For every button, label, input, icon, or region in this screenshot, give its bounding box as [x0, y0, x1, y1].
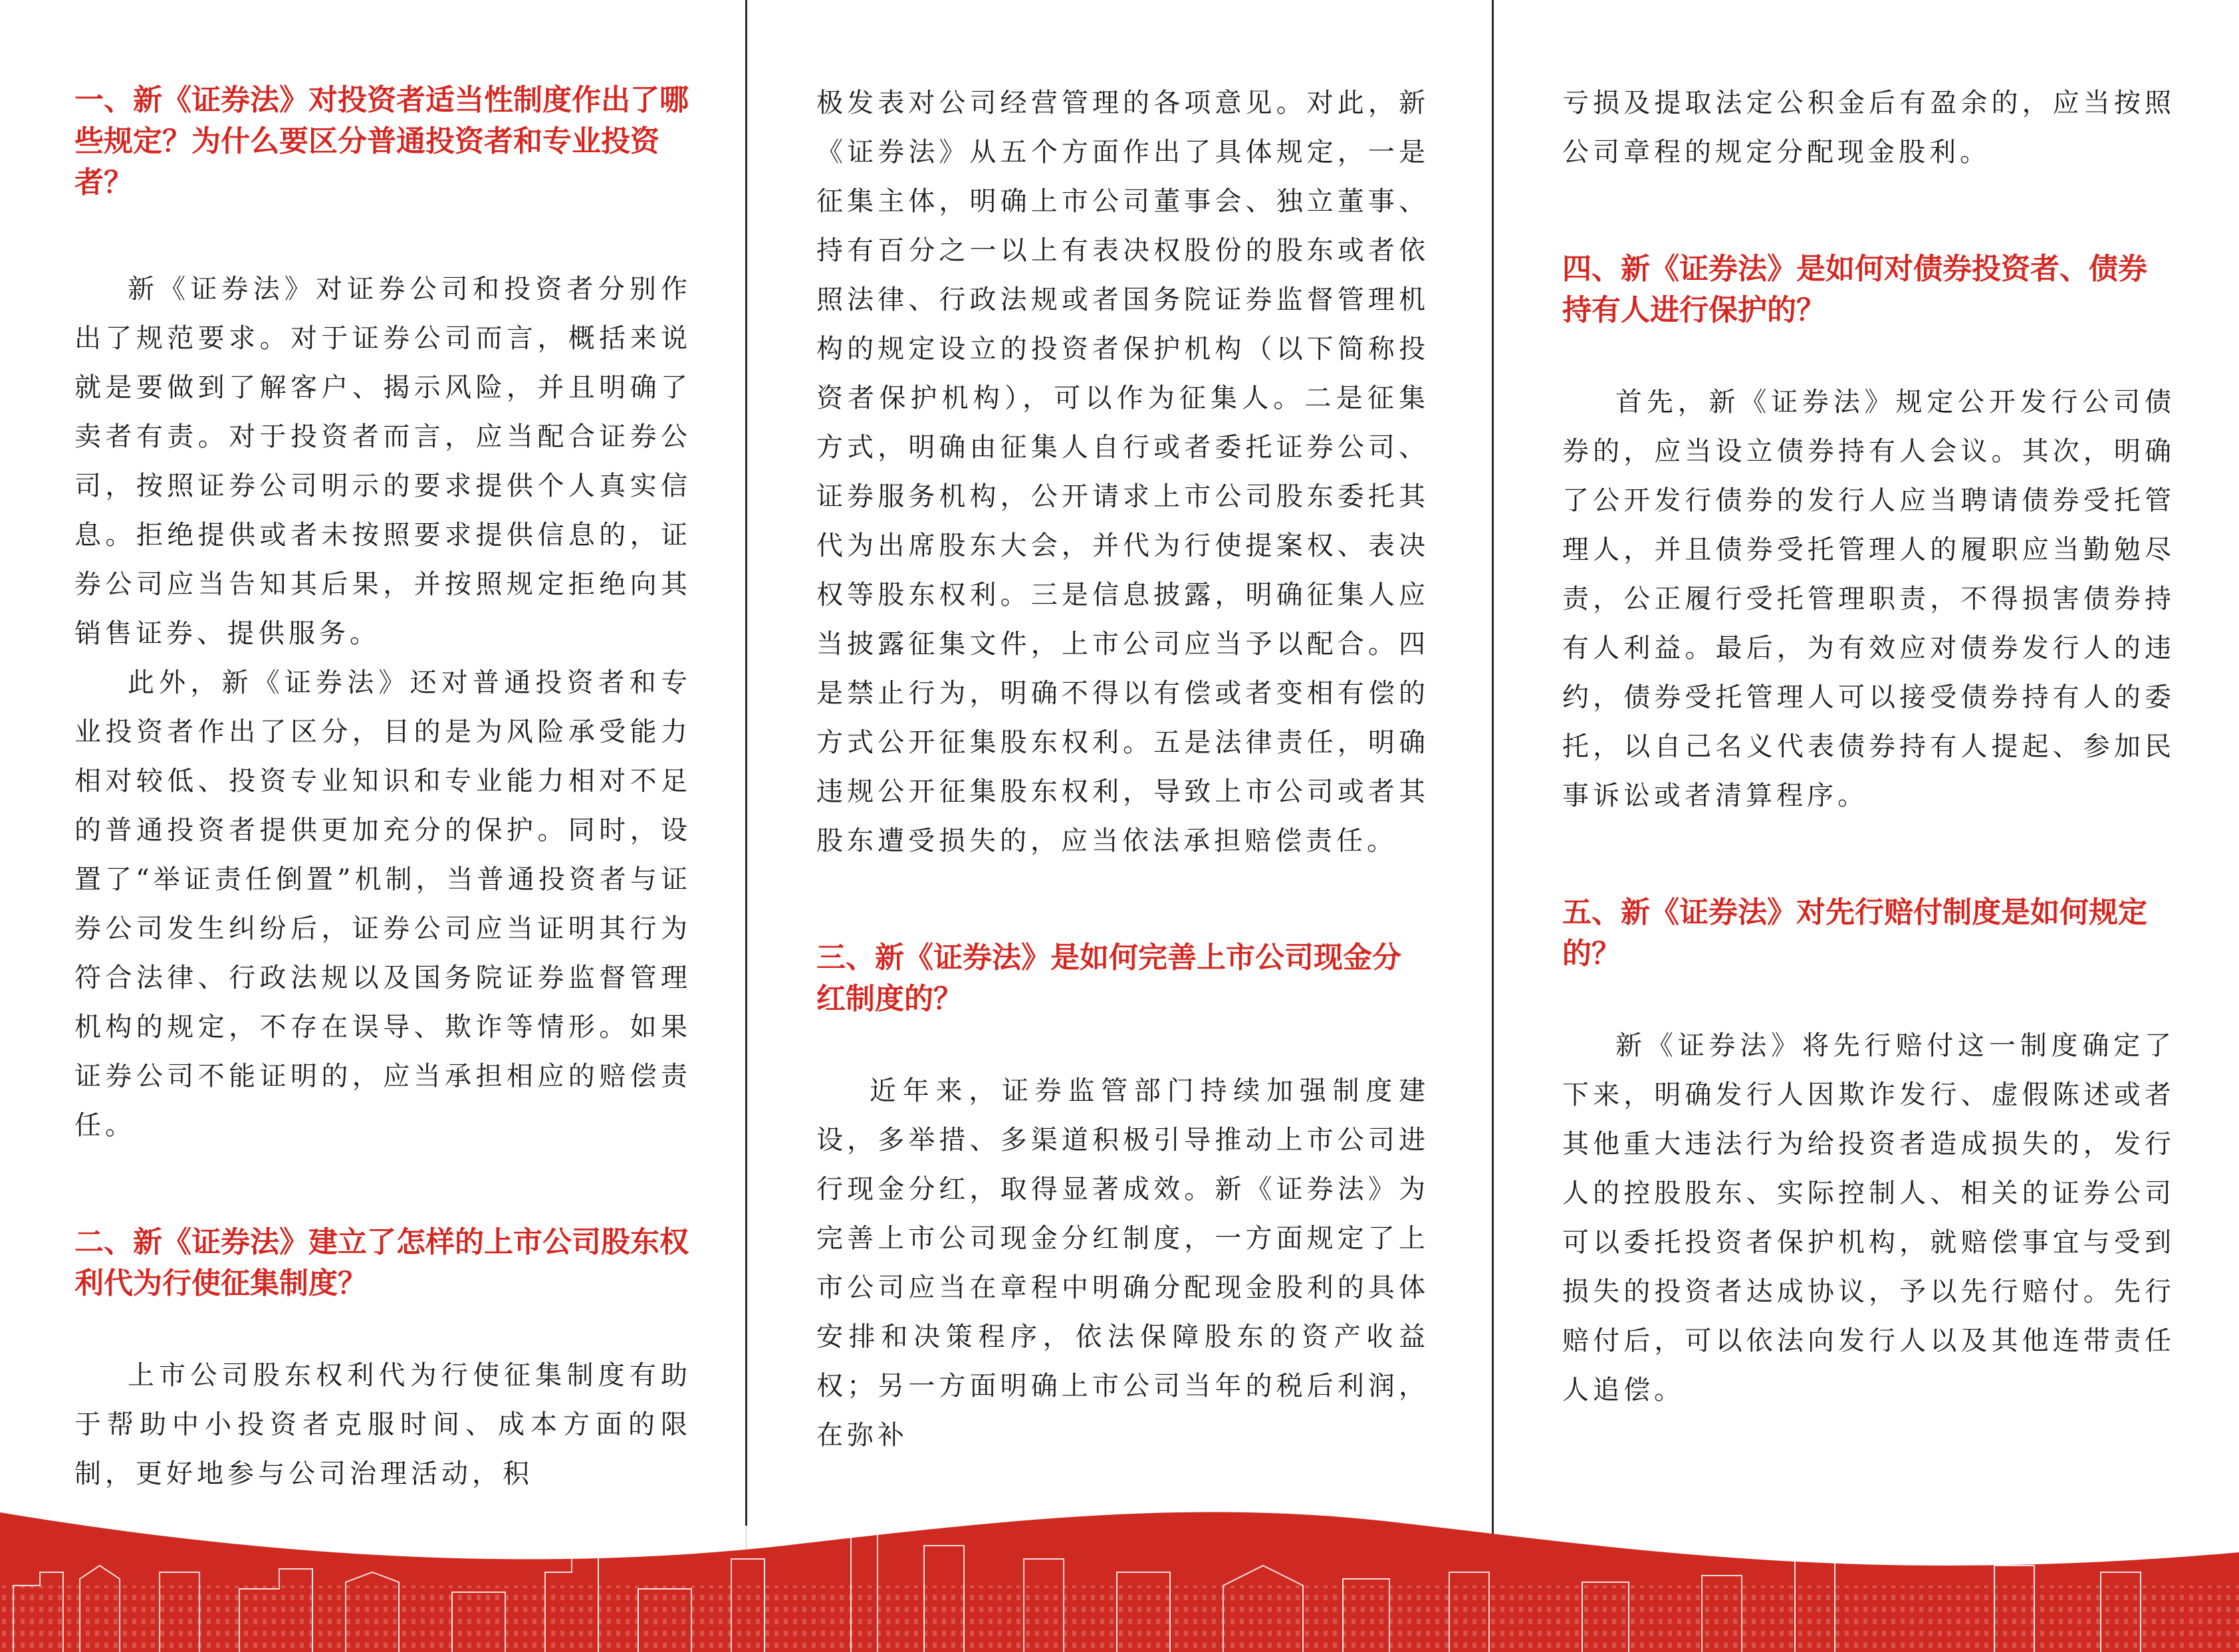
column-left: [0, 0, 747, 1652]
section-2-paragraph-continued: 极发表对公司经营管理的各项意见。对此，新《证券法》从五个方面作出了具体规定，一是征集主体，明确上市公司董事会、独立董事、持有百分之一以上有表决权股份的股东或者依照法律、行政法规或者国务院证券监督管理机构的规定设立的投资者保护机构（以下简称投资者保护机构），可以作为征集人。二是征集方式，明确由征集人自行或者委托证券公司、证券服务机构，公开请求上市公司股东委托其代为出席股东大会，并代为行使提案权、表决权等股东权利。三是信息披露，明确征集人应当披露征集文件，上市公司应当予以配合。四是禁止行为，明确不得以有偿或者变相有偿的方式公开征集股东权利。五是法律责任，明确违规公开征集股东权利，导致上市公司或者其股东遭受损失的，应当依法承担赔偿责任。: [816, 88, 1429, 856]
section-5-heading: 五、新《证券法》对先行赔付制度是如何规定的？: [1562, 895, 2147, 971]
section-4-heading: 四、新《证券法》是如何对债券投资者、债券持有人进行保护的？: [1562, 252, 2147, 327]
section-3-paragraph-start: 近年来，证券监管部门持续加强制度建设，多举措、多渠道积极引导推动上市公司进行现金分红，取得显著成效。新《证券法》为完善上市公司现金分红制度，一方面规定了上市公司应当在章程中明确分配现金股利的具体安排和决策程序，依法保障股东的资产收益权；另一方面明确上市公司当年的税后利润，在弥补: [816, 1076, 1429, 1451]
section-1-paragraph-1: 新《证券法》对证券公司和投资者分别作出了规范要求。对于证券公司而言，概括来说就是要做到了解客户、揭示风险，并且明确了卖者有责。对于投资者而言，应当配合证券公司，按照证券公司明示的要求提供个人真实信息。拒绝提供或者未按照要求提供信息的，证券公司应当告知其后果，并按照规定拒绝向其销售证券、提供服务。: [74, 274, 691, 649]
column-middle: [747, 0, 1493, 1652]
section-1-heading: 一、新《证券法》对投资者适当性制度作出了哪些规定？为什么要区分普通投资者和专业投资者？: [74, 83, 689, 199]
section-2-heading: 二、新《证券法》建立了怎样的上市公司股东权利代为行使征集制度？: [74, 1225, 689, 1300]
column-right: [1493, 0, 2239, 1652]
city-skyline-band: [0, 1473, 2239, 1652]
section-3-heading: 三、新《证券法》是如何完善上市公司现金分红制度的？: [816, 941, 1401, 1016]
section-1-paragraph-2: 此外，新《证券法》还对普通投资者和专业投资者作出了区分，目的是为风险承受能力相对较低、投资专业知识和专业能力相对不足的普通投资者提供更加充分的保护。同时，设置了“举证责任倒置”机制，当普通投资者与证券公司发生纠纷后，证券公司应当证明其行为符合法律、行政法规以及国务院证券监督管理机构的规定，不存在误导、欺诈等情形。如果证券公司不能证明的，应当承担相应的赔偿责任。: [74, 667, 691, 1141]
section-2-paragraph-start: 上市公司股东权利代为行使征集制度有助于帮助中小投资者克服时间、成本方面的限制，更好地参与公司治理活动，积: [74, 1360, 691, 1489]
window-texture: [0, 1586, 2239, 1652]
section-5-paragraph: 新《证券法》将先行赔付这一制度确定了下来，明确发行人因欺诈发行、虚假陈述或者其他重大违法行为给投资者造成损失的，发行人的控股股东、实际控制人、相关的证券公司可以委托投资者保护机构，就赔偿事宜与受到损失的投资者达成协议，予以先行赔付。先行赔付后，可以依法向发行人以及其他连带责任人追偿。: [1562, 1030, 2175, 1405]
section-3-paragraph-continued: 亏损及提取法定公积金后有盈余的，应当按照公司章程的规定分配现金股利。: [1562, 88, 2175, 168]
section-4-paragraph: 首先，新《证券法》规定公开发行公司债券的，应当设立债券持有人会议。其次，明确了公开发行债券的发行人应当聘请债券受托管理人，并且债券受托管理人的履职应当勤勉尽责，公正履行受托管理职责，不得损害债券持有人利益。最后，为有效应对债券发行人的违约，债券受托管理人可以接受债券持有人的委托，以自己名义代表债券持有人提起、参加民事诉讼或者清算程序。: [1562, 387, 2175, 811]
